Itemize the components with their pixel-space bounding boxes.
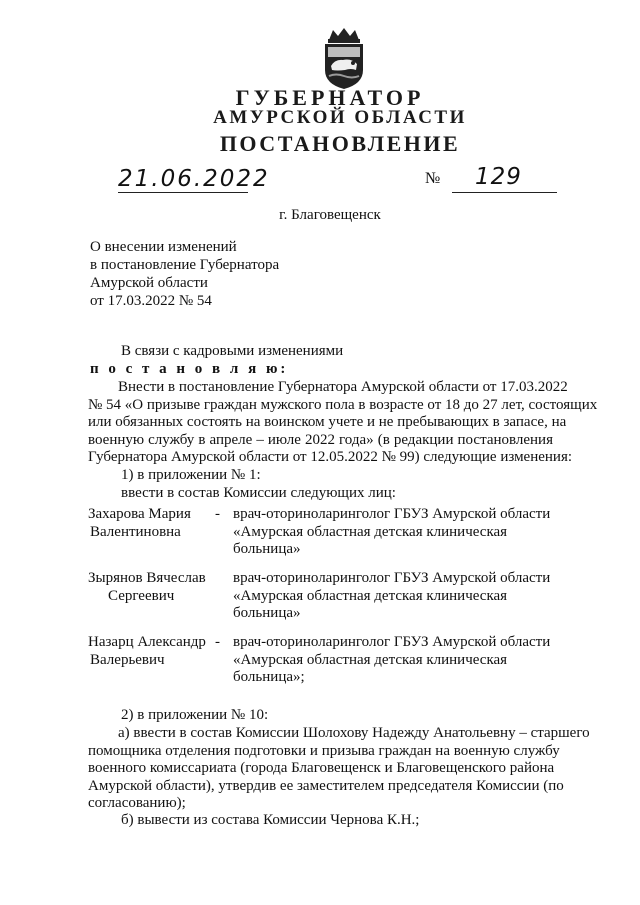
subject-line: Амурской области <box>90 275 208 291</box>
member-position: врач-оториноларинголог ГБУЗ Амурской области «Амурская областная детская клиническая больница»; <box>233 634 551 685</box>
paragraph-line: или обязанных состоять на воинском учете и не пребывающих в запасе, на <box>88 414 567 430</box>
document-number: 129 <box>475 164 522 190</box>
header-governor: ГУБЕРНАТОР <box>235 85 425 110</box>
header-region: АМУРСКОЙ ОБЛАСТИ <box>213 107 467 128</box>
paragraph-line: военную службу в апреле – июле 2022 года» (в редакции постановления <box>88 431 553 448</box>
header-document-type: ПОСТАНОВЛЕНИЕ <box>219 131 461 156</box>
item-1-heading: 1) в приложении № 1: <box>121 467 261 483</box>
paragraph-line: № 54 «О призыве граждан мужского пола в возрасте от 18 до 27 лет, состоящих <box>88 396 598 413</box>
number-underline <box>452 192 557 193</box>
item-2-heading: 2) в приложении № 10: <box>121 707 269 723</box>
paragraph-line: Амурской области), утвердив ее заместителем председателя Комиссии (по <box>88 777 564 794</box>
item-2b-text: б) вывести из состава Комиссии Чернова К.Н.; <box>121 812 420 828</box>
paragraph-line: а) ввести в состав Комиссии Шолохову Надежду Анатольевну – старшего <box>118 725 590 741</box>
paragraph-line: помощника отделения подготовки и призыва граждан на военную службу <box>88 742 560 759</box>
coat-of-arms-emblem <box>319 26 369 90</box>
member-dash: - <box>215 634 220 650</box>
intro-text: В связи с кадровыми изменениями <box>121 343 344 359</box>
decree-word: п о с т а н о в л я ю: <box>90 361 289 377</box>
paragraph-line: согласованию); <box>88 795 186 811</box>
date-underline <box>118 192 248 193</box>
document-subject <box>90 238 279 310</box>
member-position: врач-оториноларинголог ГБУЗ Амурской области «Амурская областная детская клиническая больница» <box>233 570 551 621</box>
paragraph-main <box>88 379 598 467</box>
item-1-text: ввести в состав Комиссии следующих лиц: <box>121 485 396 501</box>
number-label: № <box>425 170 441 187</box>
paragraph-item-2a <box>88 725 590 813</box>
subject-line: от 17.03.2022 № 54 <box>90 293 212 309</box>
member-name: Назарц Александр Валерьевич <box>88 634 206 668</box>
subject-line: О внесении изменений <box>90 239 237 255</box>
member-dash: - <box>215 506 220 522</box>
paragraph-line: Губернатора Амурской области от 12.05.2022 № 99) следующие изменения: <box>88 449 573 465</box>
city: г. Благовещенск <box>279 207 381 223</box>
paragraph-line: военного комиссариата (города Благовещенск и Благовещенского района <box>88 760 555 776</box>
paragraph-line: Внести в постановление Губернатора Амурской области от 17.03.2022 <box>118 379 568 395</box>
member-name: Захарова Мария Валентиновна <box>88 506 191 540</box>
member-position: врач-оториноларинголог ГБУЗ Амурской области «Амурская областная детская клиническая больница» <box>233 506 551 557</box>
subject-line: в постановление Губернатора <box>90 257 280 273</box>
document-date: 21.06.2022 <box>118 166 270 192</box>
member-name: Зырянов Вячеслав Сергеевич <box>88 570 206 604</box>
